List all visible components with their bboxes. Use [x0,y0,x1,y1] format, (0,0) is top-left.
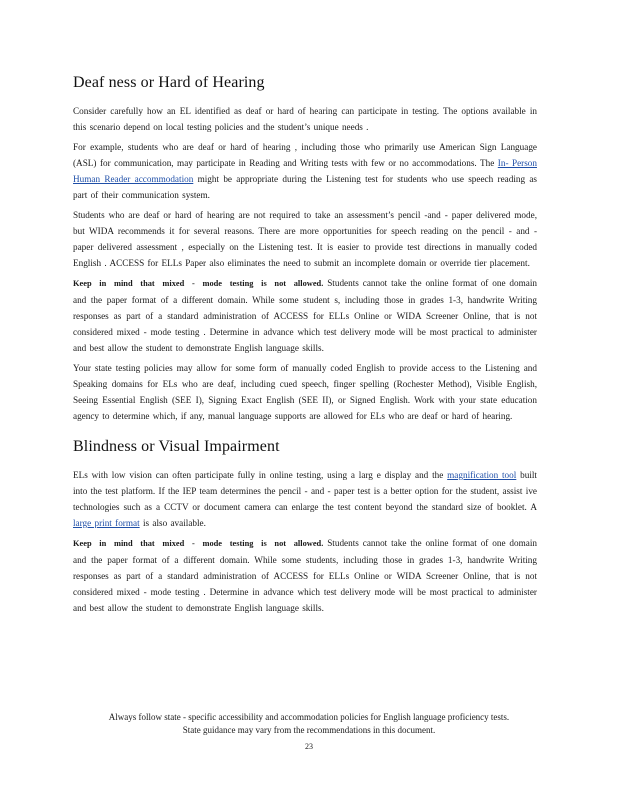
in-person-human-reader-link[interactable]: In- Person Human Reader accommodation [73,158,537,184]
deaf-p2-text-after: might be appropriate during the Listening test for students who use speech reading as part of their communication system. [73,174,537,200]
deaf-p4-rest: Students cannot take the online format of one domain and the paper format of a different domain. While some student s, including those in grades 1-3, handwrite Writing responses as part of a standard administration of ACCESS for ELLs Online or WIDA Screener Online, that is not considered mixed - mode testing . Determine in advance which test delivery mode will be most practical to administer and best allow the student to demonstrate English language skills. [73,278,537,353]
deaf-paragraph-2 [73,139,537,203]
deaf-paragraph-1: Consider carefully how an EL identified as deaf or hard of hearing can participate in testing. The options available in this scenario depend on local testing policies and the student’s unique needs . [73,106,537,132]
mixed-mode-note-lead: Keep in mind that mixed - mode testing is not allowed. [73,279,324,288]
deaf-paragraph-3: Students who are deaf or hard of hearing are not required to take an assessment’s pencil -and - paper delivered mode, but WIDA recommends it for several reasons. There are more opportunities for speech reading on the pencil - and - paper delivered assessment , especially on the Listening test. It is easier to provide test directions in manually coded English . ACCESS for ELLs Paper also eliminates the need to submit an incomplete domain or override tier placement. [73,210,537,268]
deaf-p2-text-before: For example, students who are deaf or hard of hearing , including those who primarily use American Sign Language (ASL) for communication, may participate in Reading and Writing tests with few or no accommodations. The [73,142,537,168]
page-footer [60,711,558,753]
mixed-mode-note-lead-2: Keep in mind that mixed - mode testing is not allowed. [73,539,324,548]
deaf-paragraph-5: Your state testing policies may allow for some form of manually coded English to provide access to the Listening and Speaking domains for ELs who are deaf, including cued speech, finger spelling (Rochester Method), Visible English, Seeing Essential English (SEE I), Signing Exact English (SEE II), or Signed English. Work with your state education agency to determine which, if any, manual language supports are allowed for ELs who are deaf or hard of hearing. [73,363,537,421]
large-print-format-link[interactable]: large print format [73,518,140,528]
footer-line-2: State guidance may vary from the recommendations in this document. [182,725,436,735]
magnification-tool-link[interactable]: magnification tool [447,470,517,480]
page-content [73,74,537,620]
footer-line-1: Always follow state - specific accessibility and accommodation policies for English language proficiency tests. [108,712,510,722]
blind-p1-text-after: is also available. [139,518,206,528]
blind-p1-text-mid: built into the test platform. If the IEP team determines the pencil - and - paper test is a better option for the student, assist ive technologies such as a CCTV or document camera can enlarge the test content beyond the standard size of booklet. A [73,470,537,512]
blind-p1-text-before: ELs with low vision can often participate fully in online testing, using a larg e display and the [73,470,448,480]
blind-p2-rest: Students cannot take the online format of one domain and the paper format of a different domain. While some students, including those in grades 1-3, handwrite Writing responses as part of a standard administration of ACCESS for ELLs Online or WIDA Screener Online, that is not considered mixed - mode testing . Determine in advance which test delivery mode will be most practical to administer and best allow the student to demonstrate English language skills. [73,538,537,613]
blind-paragraph-1 [73,467,537,531]
section-heading-blindness: Blindness or Visual Impairment [73,438,280,455]
deaf-paragraph-4 [73,275,537,356]
section-heading-deaf: Deaf ness or Hard of Hearing [73,74,265,91]
blind-paragraph-2 [73,535,537,616]
page-number: 23 [305,742,313,751]
